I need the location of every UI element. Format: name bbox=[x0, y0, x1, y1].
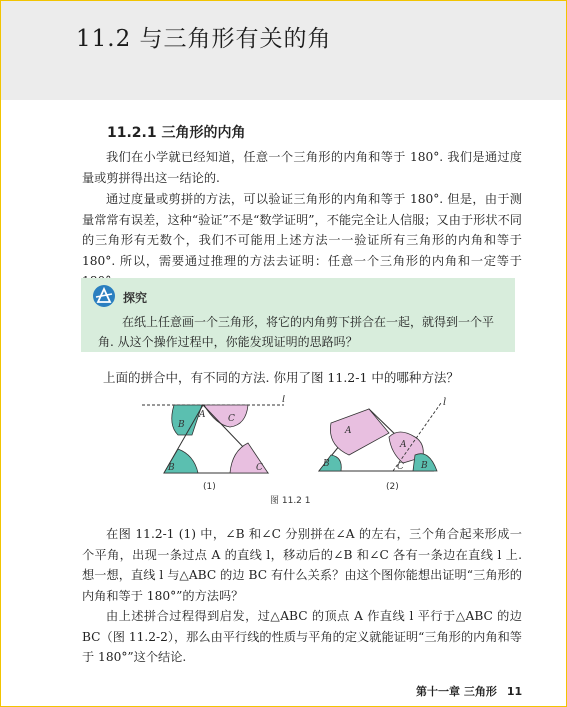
label-b-top: B bbox=[178, 420, 185, 430]
figure-2-sub-label: (2) bbox=[386, 482, 399, 492]
label-b-bottom: B bbox=[168, 463, 175, 473]
paragraph-3: 在图 11.2-1 (1) 中，∠B 和∠C 分别拼在∠A 的左右，三个角合起来形成一个平角，出现一条过点 A 的直线 l，移动后的∠B 和∠C 各有一条边在直线 l 上. 想一想，直线 l 与△ABC 的边 BC 有什么关系？由这个图你能想出证明“三角形的内角和等于 180°”的方法吗？ bbox=[82, 527, 522, 603]
footer-page-number: 11 bbox=[506, 685, 523, 698]
label-a: A bbox=[199, 410, 206, 420]
label-c-2: C bbox=[397, 462, 404, 472]
page-title: 11.2 与三角形有关的角 bbox=[76, 26, 332, 52]
question-text: 上面的拼合中，有不同的方法. 你用了图 11.2-1 中的哪种方法？ bbox=[103, 370, 459, 385]
figure-1-diagram bbox=[138, 395, 288, 477]
paragraph-1: 我们在小学就已经知道，任意一个三角形的内角和等于 180°. 我们是通过度量或剪拼得出这一结论的. bbox=[82, 150, 522, 185]
section-heading: 11.2.1 三角形的内角 bbox=[107, 125, 246, 141]
page-footer bbox=[416, 683, 522, 699]
paragraph-4: 由上述拼合过程得到启发，过△ABC 的顶点 A 作直线 l 平行于△ABC 的边 BC（图 11.2-2），那么由平行线的性质与平角的定义就能证明“三角形的内角和等于 180°”这个结论. bbox=[82, 609, 522, 664]
label-b-moved: B bbox=[421, 461, 428, 471]
footer-chapter: 第十一章 三角形 bbox=[416, 685, 497, 698]
label-b-2: B bbox=[323, 459, 330, 469]
label-a-moved: A bbox=[400, 440, 407, 450]
label-c-bottom: C bbox=[256, 463, 263, 473]
figure-2-diagram bbox=[303, 393, 453, 477]
label-c-top: C bbox=[228, 414, 235, 424]
paragraph-2: 通过度量或剪拼的方法，可以验证三角形的内角和等于 180°. 但是，由于测量常常有误差，这种“验证”不是“数学证明”，不能完全让人信服；又由于形状不同的三角形有无数个，我们不可能用上述方法一一验证所有三角形的内角和等于 180°. 所以，需要通过推理的方法去证明：任意一个三角形的内角和一定等于 bbox=[82, 192, 522, 268]
explore-logo-icon bbox=[92, 284, 116, 308]
explore-text: 在纸上任意画一个三角形，将它的内角剪下拼合在一起，就得到一个平角. 从这个操作过程中，你能发现证明的思路吗？ bbox=[98, 315, 495, 349]
label-l: l bbox=[282, 395, 286, 405]
figure-1-sub-label: (1) bbox=[203, 482, 216, 492]
label-a-2: A bbox=[345, 426, 352, 436]
explore-label: 探究 bbox=[123, 291, 148, 305]
label-l-2: l bbox=[443, 397, 447, 408]
figure-caption: 图 11.2 1 bbox=[270, 496, 311, 506]
